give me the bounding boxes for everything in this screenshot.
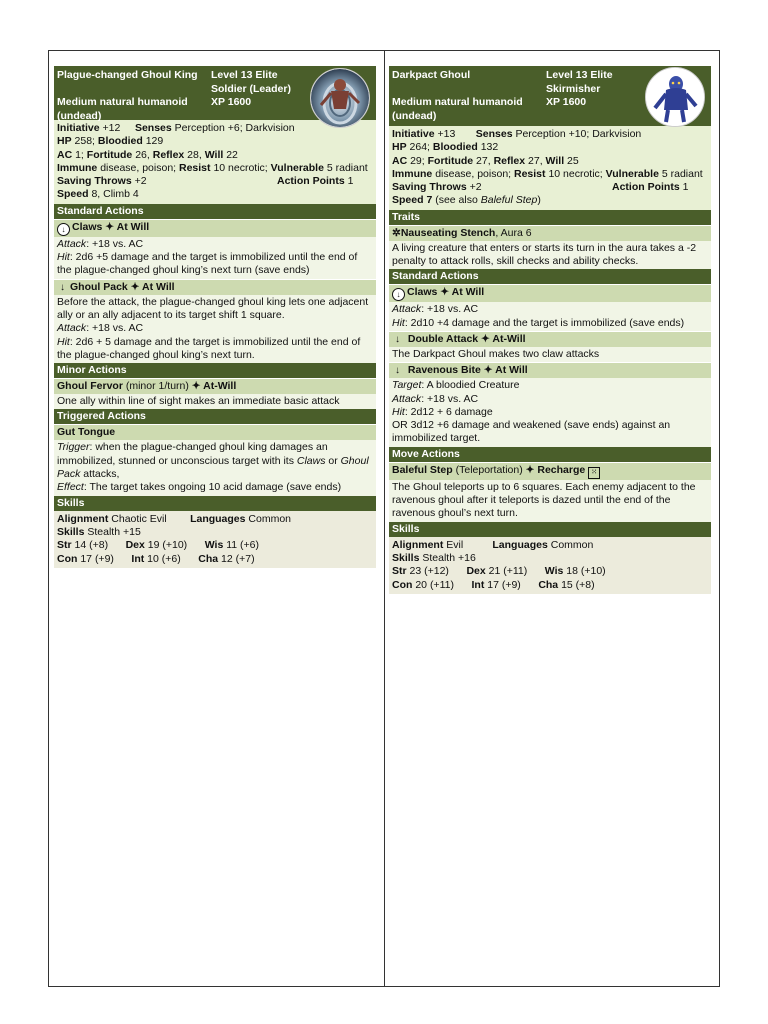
aura-icon: ✲ xyxy=(392,226,401,239)
section-minor-actions: Minor Actions xyxy=(54,363,376,378)
section-skills: Skills xyxy=(389,522,711,537)
stat-block-ghoul-king xyxy=(54,66,376,568)
trait-nauseating-stench: ✲Nauseating Stench, Aura 6 xyxy=(389,225,711,241)
monster-header xyxy=(389,66,711,126)
skills-block: Alignment Chaotic Evil Languages Common Skills Stealth +15 Str 14 (+8) Dex 19 (+10) Wis 11 (+6) Con 17 (+9) Int 10 (+6) Cha 12 (+7) xyxy=(54,511,376,568)
power-gut-tongue-text: Trigger: when the plague-changed ghoul king damages an immobilized, stunned or unconscious target with its Claws or Ghoul Pack attacks, Effect: The target takes ongoing 10 acid damage (save ends) xyxy=(54,440,376,495)
monster-name: Plague-changed Ghoul King xyxy=(57,69,198,81)
monster-xp: XP 1600 xyxy=(211,96,252,108)
melee-icon: ↓ xyxy=(395,365,400,377)
power-claws-text: Attack: +18 vs. AC Hit: 2d10 +4 damage and the target is immobilized (save ends) xyxy=(389,302,711,331)
monster-level: Level 13 Elite xyxy=(546,69,613,81)
power-ghoul-pack: ↓ Ghoul Pack ✦ At Will xyxy=(54,279,376,295)
melee-basic-icon: ↓ xyxy=(392,288,405,301)
section-triggered-actions: Triggered Actions xyxy=(54,409,376,424)
monster-role: Soldier (Leader) xyxy=(211,82,291,95)
power-double-attack: ↓ Double Attack ✦ At-Will xyxy=(389,331,711,347)
stat-block-darkpact-ghoul xyxy=(389,66,711,594)
defense-block: Initiative +12 Senses Perception +6; Darkvision HP 258; Bloodied 129 AC 1; Fortitude 26, Reflex 28, Will 22 Immune disease, poison; Resist 10 necrotic; Vulnerable 5 radiant Saving Throws +2 Action Points 1 Speed 8, Climb 4 xyxy=(54,120,376,204)
section-standard-actions: Standard Actions xyxy=(389,269,711,284)
monster-header xyxy=(54,66,376,120)
monster-type: Medium natural humanoid xyxy=(57,96,188,108)
power-ghoul-fervor-text: One ally within line of sight makes an immediate basic attack xyxy=(54,394,376,409)
power-baleful-step-text: The Ghoul teleports up to 6 squares. Each enemy adjacent to the ravenous ghoul after it teleports is dazed until the end of the ravenous ghoul’s next turn. xyxy=(389,480,711,522)
monster-name: Darkpact Ghoul xyxy=(392,69,471,81)
skills-block: Alignment Evil Languages Common Skills Stealth +16 Str 23 (+12) Dex 21 (+11) Wis 18 (+10) Con 20 (+11) Int 17 (+9) Cha 15 (+8) xyxy=(389,537,711,594)
power-baleful-step: Baleful Step (Teleportation) ✦ Recharge ⁙ xyxy=(389,462,711,480)
power-double-attack-text: The Darkpact Ghoul makes two claw attacks xyxy=(389,347,711,362)
power-gut-tongue: Gut Tongue xyxy=(54,424,376,440)
monster-level: Level 13 Elite xyxy=(211,69,278,81)
power-claws-text: Attack: +18 vs. AC Hit: 2d6 +5 damage and the target is immobilized until the end of the plague-changed ghoul king’s next turn (save ends) xyxy=(54,237,376,279)
melee-icon: ↓ xyxy=(395,333,400,345)
ghoul-king-portrait xyxy=(310,68,370,128)
section-standard-actions: Standard Actions xyxy=(54,204,376,219)
darkpact-ghoul-portrait xyxy=(645,67,705,127)
monster-xp: XP 1600 xyxy=(546,96,587,108)
power-ravenous-bite: ↓ Ravenous Bite ✦ At Will xyxy=(389,362,711,378)
power-claws: ↓ Claws ✦ At Will xyxy=(389,284,711,302)
monster-role: Skirmisher xyxy=(546,82,601,95)
section-skills: Skills xyxy=(54,496,376,511)
power-ghoul-pack-text: Before the attack, the plague-changed ghoul king lets one adjacent ally or an ally adjacent to its target shift 1 square. Attack: +18 vs. AC Hit: 2d6 + 5 damage and the target is immobilized until the end of the plague-changed ghoul king’s next turn. xyxy=(54,295,376,363)
power-ravenous-bite-text: Target: A bloodied Creature Attack: +18 vs. AC Hit: 2d12 + 6 damage OR 3d12 +6 damage and weakened (save ends) against an immobilized target. xyxy=(389,378,711,446)
melee-icon: ↓ xyxy=(60,281,65,293)
recharge-die-icon: ⁙ xyxy=(588,467,600,479)
monster-subtype: (undead) xyxy=(392,109,437,122)
monster-subtype: (undead) xyxy=(57,109,102,122)
section-traits: Traits xyxy=(389,210,711,225)
trait-nauseating-stench-text: A living creature that enters or starts its turn in the aura takes a -2 penalty to attack rolls, skill checks and ability checks. xyxy=(389,241,711,270)
melee-basic-icon: ↓ xyxy=(57,223,70,236)
column-divider xyxy=(384,50,385,987)
defense-block: Initiative +13 Senses Perception +10; Darkvision HP 264; Bloodied 132 AC 29; Fortitude 27, Reflex 27, Will 25 Immune disease, poison; Resist 10 necrotic; Vulnerable 5 radiant Saving Throws +2 Action Points 1 Speed 7 (see also Baleful Step) xyxy=(389,126,711,210)
section-move-actions: Move Actions xyxy=(389,447,711,462)
power-ghoul-fervor: Ghoul Fervor (minor 1/turn) ✦ At-Will xyxy=(54,378,376,394)
power-claws: ↓ Claws ✦ At Will xyxy=(54,219,376,237)
monster-type: Medium natural humanoid xyxy=(392,96,523,108)
